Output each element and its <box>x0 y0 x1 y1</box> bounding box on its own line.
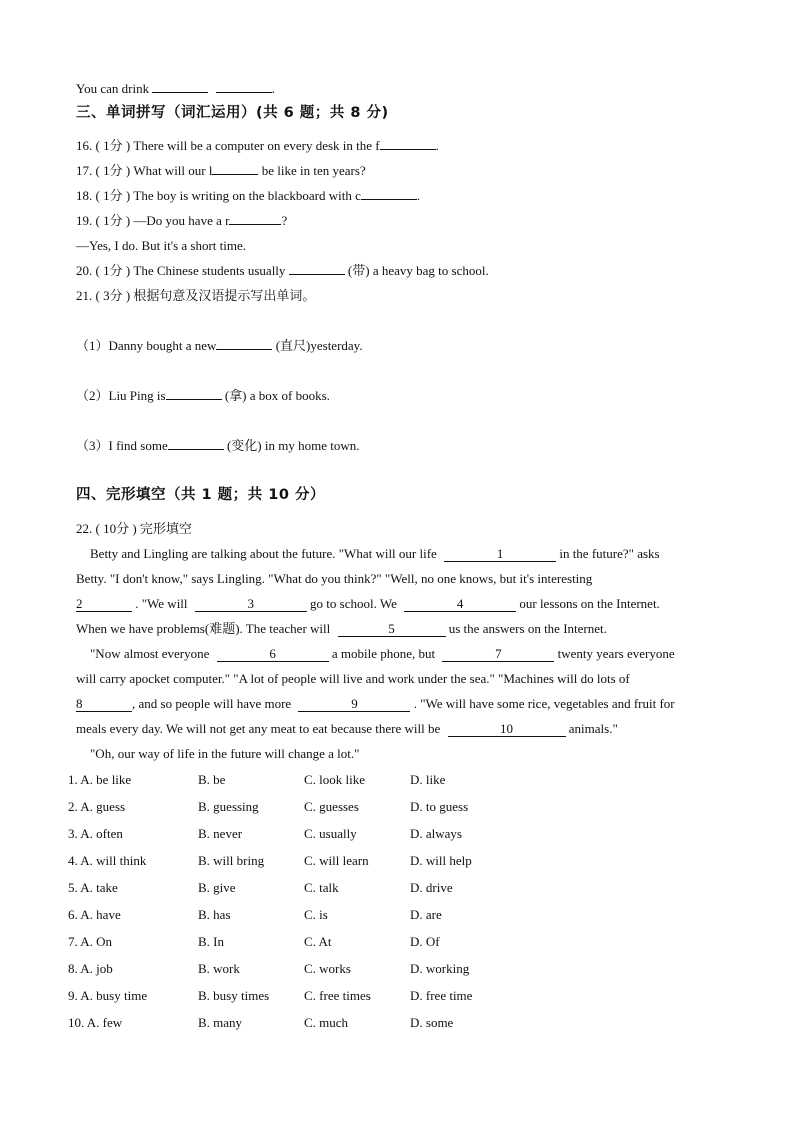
option-8-d[interactable]: D. working <box>410 961 470 976</box>
drink-line: You can drink . <box>76 81 275 96</box>
option-6-a[interactable]: 6. A. have <box>68 907 121 922</box>
question-19-answer: —Yes, I do. But it's a short time. <box>76 238 247 253</box>
option-8-c[interactable]: C. works <box>304 961 351 976</box>
passage-line: When we have problems(难题). The teacher will 5 us the answers on the Internet. <box>76 621 607 636</box>
option-7-c[interactable]: C. At <box>304 934 332 949</box>
answer-blank[interactable] <box>229 212 281 225</box>
answer-blank[interactable] <box>166 387 222 400</box>
question-21: 21. ( 3分 ) 根据句意及汉语提示写出单词。 <box>76 288 316 303</box>
option-5-b[interactable]: B. give <box>198 880 236 895</box>
option-5-a[interactable]: 5. A. take <box>68 880 118 895</box>
option-3-c[interactable]: C. usually <box>304 826 357 841</box>
option-8-a[interactable]: 8. A. job <box>68 961 113 976</box>
option-3-a[interactable]: 3. A. often <box>68 826 123 841</box>
cloze-blank-9[interactable]: 9 <box>298 697 410 712</box>
option-4-d[interactable]: D. will help <box>410 853 472 868</box>
option-10-a[interactable]: 10. A. few <box>68 1015 123 1030</box>
question-16: 16. ( 1分 ) There will be a computer on every desk in the f . <box>76 138 439 153</box>
option-9-c[interactable]: C. free times <box>304 988 371 1003</box>
cloze-blank-3[interactable]: 3 <box>195 597 307 612</box>
question-19: 19. ( 1分 ) —Do you have a r ? <box>76 213 288 228</box>
option-2-d[interactable]: D. to guess <box>410 799 469 814</box>
answer-blank[interactable] <box>380 137 436 150</box>
answer-blank[interactable] <box>212 162 258 175</box>
question-22: 22. ( 10分 ) 完形填空 <box>76 521 192 536</box>
question-18: 18. ( 1分 ) The boy is writing on the blackboard with c . <box>76 188 421 203</box>
cloze-blank-8[interactable]: 8 <box>76 697 132 712</box>
option-7-a[interactable]: 7. A. On <box>68 934 113 949</box>
passage-line: 8 , and so people will have more 9 . "We will have some rice, vegetables and fruit for <box>76 696 675 711</box>
question-20: 20. ( 1分 ) The Chinese students usually (带) a heavy bag to school. <box>76 263 489 278</box>
option-9-b[interactable]: B. busy times <box>198 988 270 1003</box>
option-4-b[interactable]: B. will bring <box>198 853 265 868</box>
option-10-c[interactable]: C. much <box>304 1015 349 1030</box>
option-8-b[interactable]: B. work <box>198 961 240 976</box>
answer-blank[interactable] <box>168 437 224 450</box>
cloze-blank-5[interactable]: 5 <box>338 622 446 637</box>
answer-blank[interactable] <box>152 80 208 93</box>
option-1-a[interactable]: 1. A. be like <box>68 772 132 787</box>
answer-blank[interactable] <box>289 262 345 275</box>
passage-line: Betty. "I don't know," says Lingling. "What do you think?" "Well, no one knows, but it's interesting <box>76 571 593 586</box>
section-4-title: 四、完形填空（共 1 题；共 10 分） <box>76 487 325 503</box>
option-1-b[interactable]: B. be <box>198 772 226 787</box>
option-6-c[interactable]: C. is <box>304 907 328 922</box>
cloze-blank-7[interactable]: 7 <box>442 647 554 662</box>
option-7-d[interactable]: D. Of <box>410 934 440 949</box>
cloze-blank-1[interactable]: 1 <box>444 547 556 562</box>
option-5-c[interactable]: C. talk <box>304 880 339 895</box>
section-3-title: 三、单词拼写（词汇运用）(共 6 题；共 8 分) <box>76 105 389 121</box>
option-5-d[interactable]: D. drive <box>410 880 453 895</box>
cloze-blank-10[interactable]: 10 <box>448 722 566 737</box>
question-17: 17. ( 1分 ) What will our l be like in ten years? <box>76 163 366 178</box>
option-7-b[interactable]: B. In <box>198 934 224 949</box>
option-2-b[interactable]: B. guessing <box>198 799 259 814</box>
option-2-a[interactable]: 2. A. guess <box>68 799 126 814</box>
option-10-d[interactable]: D. some <box>410 1015 454 1030</box>
cloze-blank-6[interactable]: 6 <box>217 647 329 662</box>
option-1-d[interactable]: D. like <box>410 772 446 787</box>
option-4-a[interactable]: 4. A. will think <box>68 853 147 868</box>
option-6-d[interactable]: D. are <box>410 907 442 922</box>
cloze-blank-4[interactable]: 4 <box>404 597 516 612</box>
option-9-d[interactable]: D. free time <box>410 988 473 1003</box>
passage-line: meals every day. We will not get any meat to eat because there will be 10 animals." <box>76 721 618 736</box>
option-6-b[interactable]: B. has <box>198 907 231 922</box>
passage-line: 2 . "We will 3 go to school. We 4 our lessons on the Internet. <box>76 596 660 611</box>
passage-line: will carry apocket computer." "A lot of people will live and work under the sea." "Machines will do lots of <box>76 671 630 686</box>
passage-line: "Oh, our way of life in the future will change a lot." <box>90 746 360 761</box>
answer-blank[interactable] <box>216 337 272 350</box>
option-10-b[interactable]: B. many <box>198 1015 243 1030</box>
answer-blank[interactable] <box>216 80 272 93</box>
option-9-a[interactable]: 9. A. busy time <box>68 988 148 1003</box>
option-2-c[interactable]: C. guesses <box>304 799 359 814</box>
question-21-1: （1）Danny bought a new (直尺)yesterday. <box>76 338 363 353</box>
question-21-3: （3）I find some (变化) in my home town. <box>76 438 360 453</box>
option-3-b[interactable]: B. never <box>198 826 243 841</box>
passage-line: "Now almost everyone 6 a mobile phone, but 7 twenty years everyone <box>90 646 675 661</box>
question-21-2: （2）Liu Ping is (拿) a box of books. <box>76 388 330 403</box>
cloze-blank-2[interactable]: 2 <box>76 597 132 612</box>
option-3-d[interactable]: D. always <box>410 826 462 841</box>
answer-blank[interactable] <box>361 187 417 200</box>
option-1-c[interactable]: C. look like <box>304 772 366 787</box>
passage-line: Betty and Lingling are talking about the future. "What will our life 1 in the future?" asks <box>90 546 660 561</box>
option-4-c[interactable]: C. will learn <box>304 853 369 868</box>
